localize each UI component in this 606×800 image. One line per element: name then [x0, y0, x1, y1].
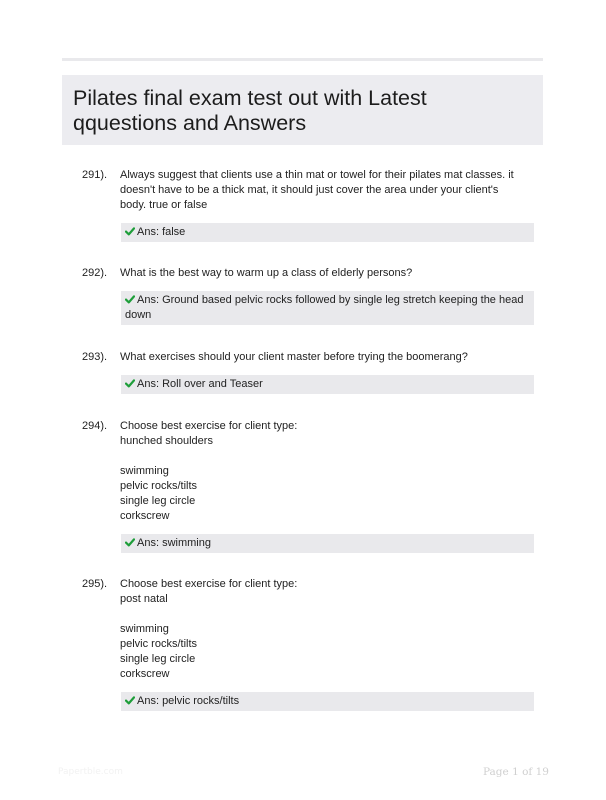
question-text	[120, 419, 525, 524]
check-icon	[125, 293, 137, 304]
question-text	[120, 168, 525, 213]
watermark: Papertble.com	[58, 767, 123, 777]
check-icon	[125, 694, 137, 705]
answer-text: Ans: pelvic rocks/tilts	[137, 695, 240, 707]
question-option: corkscrew	[120, 668, 170, 680]
check-icon	[125, 536, 137, 547]
page-number: Page 1 of 19	[482, 766, 549, 778]
question-number: 293).	[82, 351, 108, 363]
question-line	[120, 607, 525, 622]
question-line: hunched shoulders	[120, 435, 213, 447]
question-option: corkscrew	[120, 510, 170, 522]
question-line: post natal	[120, 593, 168, 605]
question-number: 292).	[82, 267, 108, 279]
title-banner	[62, 75, 543, 145]
answer-text: Ans: swimming	[137, 537, 211, 549]
question-number: 291).	[82, 169, 108, 181]
answer-box	[121, 291, 534, 325]
answer-box	[121, 375, 534, 394]
question-number: 295).	[82, 578, 108, 590]
question-text	[120, 266, 525, 281]
question-item	[62, 419, 543, 553]
question-option: single leg circle	[120, 653, 196, 665]
question-option: single leg circle	[120, 495, 196, 507]
question-item	[62, 168, 543, 242]
question-item	[62, 577, 543, 711]
answer-box	[121, 692, 534, 711]
question-item	[62, 350, 543, 394]
answer-box	[121, 534, 534, 553]
answer-text: Ans: false	[137, 226, 186, 238]
answer-text: Ans: Ground based pelvic rocks followed by single leg stretch keeping the head down	[125, 294, 524, 321]
question-option: pelvic rocks/tilts	[120, 480, 198, 492]
question-option: pelvic rocks/tilts	[120, 638, 198, 650]
page-title: Pilates final exam test out with Latest qquestions and Answers	[73, 86, 427, 135]
question-option: swimming	[120, 623, 169, 635]
question-item	[62, 266, 543, 325]
check-icon	[125, 377, 137, 388]
question-line: What is the best way to warm up a class of elderly persons?	[120, 267, 413, 279]
question-number: 294).	[82, 420, 108, 432]
question-text	[120, 350, 525, 365]
question-line: Choose best exercise for client type:	[120, 420, 298, 432]
question-text	[120, 577, 525, 682]
question-option: swimming	[120, 465, 169, 477]
answer-text: Ans: Roll over and Teaser	[137, 378, 263, 390]
answer-box	[121, 223, 534, 242]
question-line: What exercises should your client master before trying the boomerang?	[120, 351, 468, 363]
question-line	[120, 449, 525, 464]
top-divider	[62, 58, 543, 61]
check-icon	[125, 225, 137, 236]
question-line: Always suggest that clients use a thin mat or towel for their pilates mat classes. it doesn't have to be a thick mat, it should just cover the area under your client's body. true or false	[120, 169, 514, 211]
question-line: Choose best exercise for client type:	[120, 578, 298, 590]
